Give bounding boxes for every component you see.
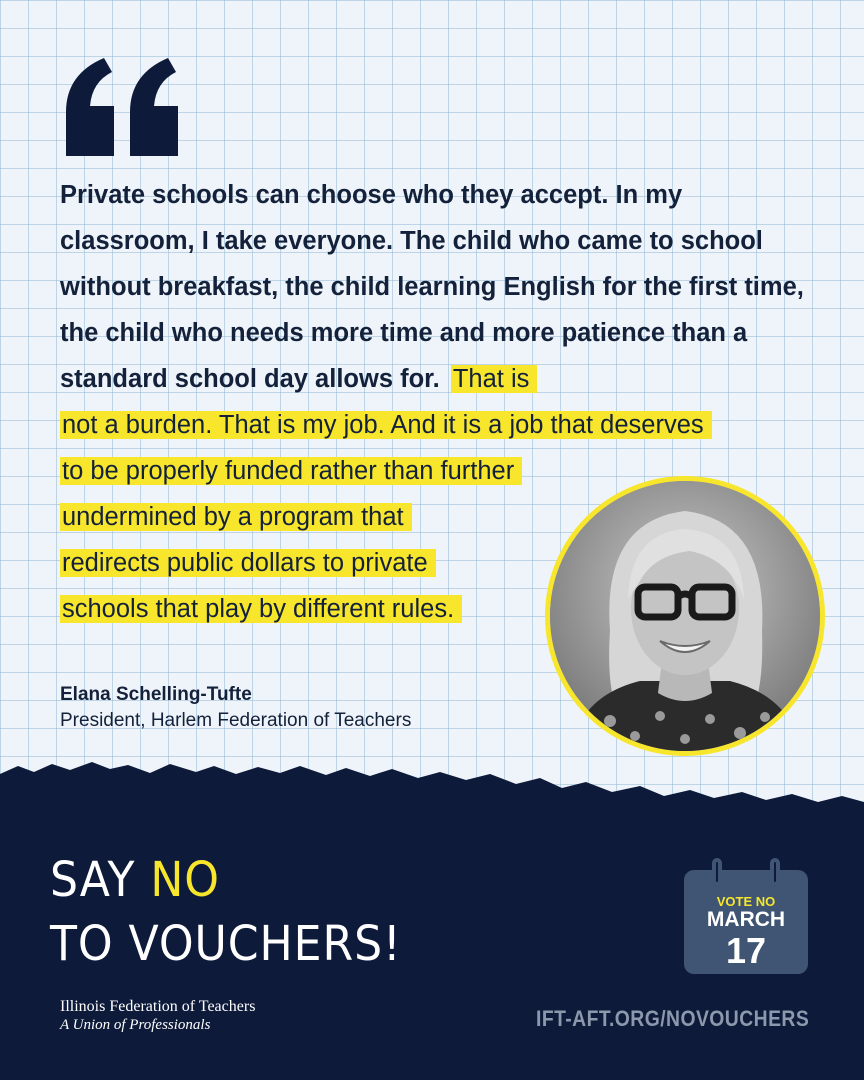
campaign-slogan [50, 848, 402, 976]
org-name: Illinois Federation of Teachers [60, 998, 256, 1015]
slogan-line-1 [50, 848, 402, 912]
portrait-photo [550, 481, 820, 751]
speaker-title: President, Harlem Federation of Teachers [60, 710, 412, 731]
highlight-line: redirects public dollars to private [60, 549, 436, 577]
highlight-line: to be properly funded rather than further [60, 457, 522, 485]
highlight-line: That is [451, 365, 538, 393]
slogan-no: NO [150, 852, 220, 908]
calendar-ring [712, 858, 722, 886]
quote-plain: Private schools can choose who they accept. In my classroom, I take everyone. The child who came to school without breakfast, the child learning English for the first time, the child who needs more time and more patience than a standard school day allows for. [60, 181, 804, 393]
vote-month: MARCH [706, 908, 786, 931]
highlight-line: not a burden. That is my job. And it is a job that deserves [60, 411, 712, 439]
speaker-portrait [545, 476, 825, 756]
vote-no-label: VOTE NO [716, 894, 776, 909]
calendar-ring [770, 858, 780, 886]
open-quote-icon [62, 52, 184, 158]
calendar-icon [684, 858, 808, 974]
vote-day: 17 [725, 930, 767, 971]
speaker-name: Elana Schelling-Tufte [60, 684, 252, 705]
highlight-line: undermined by a program that [60, 503, 412, 531]
highlight-line: schools that play by different rules. [60, 595, 462, 623]
slogan-line-2: TO VOUCHERS! [50, 916, 402, 972]
slogan-say: SAY [50, 852, 151, 908]
campaign-url-link[interactable]: IFT-AFT.ORG/NOVOUCHERS [536, 1006, 810, 1031]
org-tagline: A Union of Professionals [60, 1017, 211, 1033]
